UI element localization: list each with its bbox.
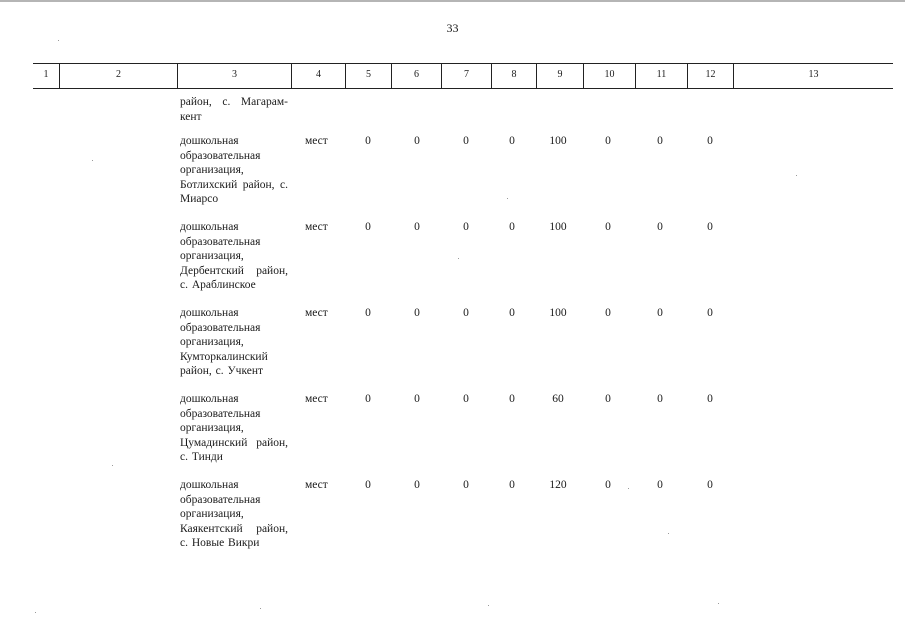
value-col-8: 0 — [509, 307, 515, 319]
value-col-6: 0 — [414, 307, 420, 319]
column-header-4: 4 — [291, 64, 345, 88]
scan-speck — [112, 465, 113, 466]
value-col-6: 0 — [414, 479, 420, 491]
facility-description: дошкольная образовательная организация, Кумторкалинский район, с. Учкент — [180, 307, 268, 377]
scan-speck — [92, 160, 93, 161]
value-col-5: 0 — [365, 307, 371, 319]
column-header-5: 5 — [345, 64, 391, 88]
value-col-12: 0 — [707, 393, 713, 405]
column-header-12: 12 — [687, 64, 733, 88]
value-col-11: 0 — [657, 221, 663, 233]
unit-cell: мест — [305, 479, 328, 491]
scan-speck — [488, 605, 489, 606]
value-col-9: 100 — [549, 135, 567, 147]
value-col-5: 0 — [365, 393, 371, 405]
scan-speck — [628, 488, 629, 489]
value-col-12: 0 — [707, 135, 713, 147]
value-col-10: 0 — [605, 307, 611, 319]
scan-speck — [668, 533, 669, 534]
value-col-9: 60 — [552, 393, 564, 405]
value-col-8: 0 — [509, 135, 515, 147]
scan-speck — [458, 258, 459, 259]
value-col-8: 0 — [509, 221, 515, 233]
value-col-7: 0 — [463, 393, 469, 405]
value-col-6: 0 — [414, 393, 420, 405]
column-header-11: 11 — [635, 64, 687, 88]
value-col-11: 0 — [657, 307, 663, 319]
value-col-12: 0 — [707, 221, 713, 233]
continuation-cell: район, с. Магарам-кент — [180, 96, 288, 123]
value-col-9: 120 — [549, 479, 567, 491]
scan-speck — [58, 40, 59, 41]
column-header-9: 9 — [536, 64, 583, 88]
value-col-9: 100 — [549, 307, 567, 319]
unit-cell: мест — [305, 221, 328, 233]
page-number: 33 — [446, 21, 459, 35]
scan-speck — [260, 608, 261, 609]
facility-description: дошкольная образовательная организация, Ботлихский район, с. Миарсо — [180, 135, 288, 205]
value-col-10: 0 — [605, 135, 611, 147]
column-header-10: 10 — [583, 64, 635, 88]
column-header-1: 1 — [43, 69, 49, 80]
value-col-11: 0 — [657, 479, 663, 491]
value-col-12: 0 — [707, 479, 713, 491]
column-header-2: 2 — [59, 64, 177, 88]
value-col-9: 100 — [549, 221, 567, 233]
value-col-10: 0 — [605, 479, 611, 491]
scan-speck — [718, 603, 719, 604]
value-col-7: 0 — [463, 307, 469, 319]
unit-cell: мест — [305, 393, 328, 405]
table-header-row — [33, 63, 893, 89]
value-col-7: 0 — [463, 221, 469, 233]
column-header-6: 6 — [391, 64, 441, 88]
value-col-5: 0 — [365, 221, 371, 233]
unit-cell: мест — [305, 307, 328, 319]
value-col-11: 0 — [657, 393, 663, 405]
column-header-7: 7 — [441, 64, 491, 88]
value-col-6: 0 — [414, 221, 420, 233]
value-col-12: 0 — [707, 307, 713, 319]
value-col-8: 0 — [509, 393, 515, 405]
value-col-10: 0 — [605, 221, 611, 233]
value-col-11: 0 — [657, 135, 663, 147]
value-col-6: 0 — [414, 135, 420, 147]
value-col-5: 0 — [365, 135, 371, 147]
column-header-3: 3 — [177, 64, 291, 88]
unit-cell: мест — [305, 135, 328, 147]
value-col-7: 0 — [463, 479, 469, 491]
scan-speck — [507, 198, 508, 199]
facility-description: дошкольная образовательная организация, Цумадинский район, с. Тинди — [180, 393, 288, 463]
facility-description: дошкольная образовательная организация, Каякентский район, с. Новые Викри — [180, 479, 288, 549]
value-col-7: 0 — [463, 135, 469, 147]
value-col-5: 0 — [365, 479, 371, 491]
column-header-13: 13 — [733, 64, 893, 88]
page-top-edge — [0, 0, 905, 2]
scan-speck — [796, 175, 797, 176]
facility-description: дошкольная образовательная организация, Дербентский район, с. Араблинское — [180, 221, 288, 291]
value-col-10: 0 — [605, 393, 611, 405]
value-col-8: 0 — [509, 479, 515, 491]
column-header-8: 8 — [491, 64, 536, 88]
scan-speck — [35, 612, 36, 613]
